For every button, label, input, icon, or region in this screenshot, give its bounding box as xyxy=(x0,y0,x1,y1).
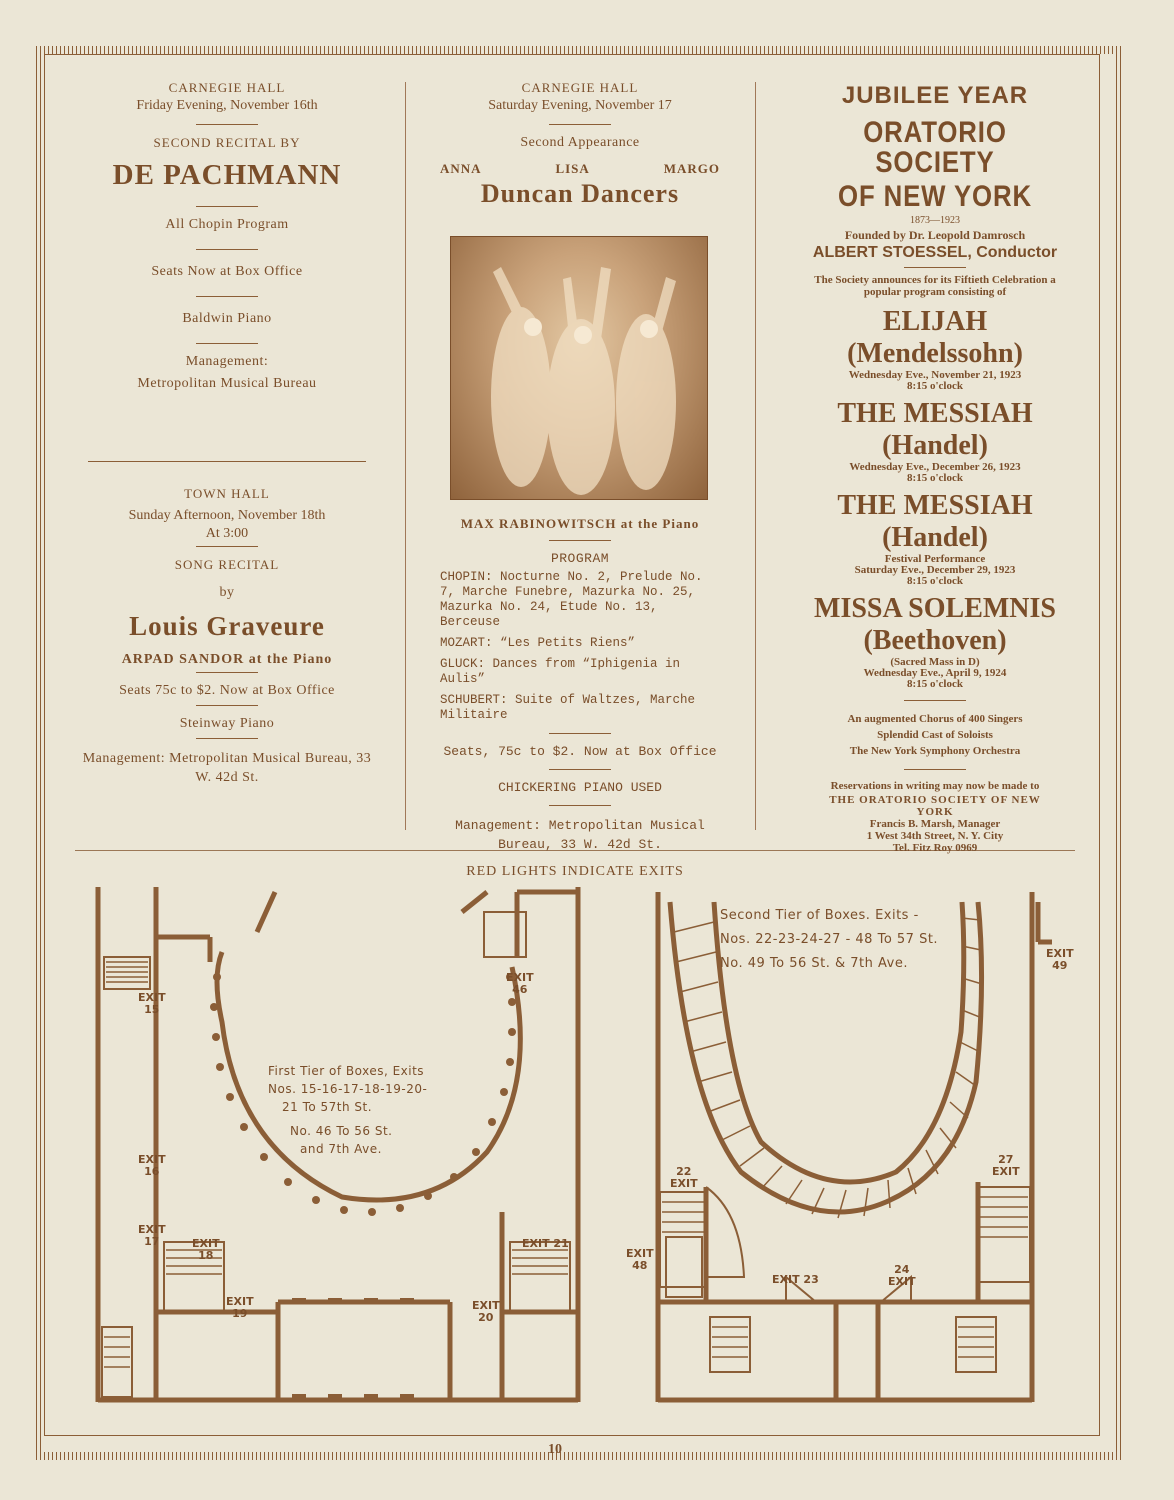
piano-credit: Baldwin Piano xyxy=(182,311,272,326)
seats-info: Seats, 75c to $2. Now at Box Office xyxy=(443,744,717,759)
column-divider-right xyxy=(755,82,756,830)
management: Management: Metropolitan Musical Bureau, 33 W. 42d St. xyxy=(82,751,372,785)
venue: TOWN HALL xyxy=(184,486,270,501)
date: Saturday Evening, November 17 xyxy=(488,98,672,113)
society-name: THE ORATORIO SOCIETY OF NEW YORK xyxy=(829,794,1041,818)
venue: CARNEGIE HALL xyxy=(168,80,286,95)
rule xyxy=(549,805,611,806)
telephone: Tel. Fitz Roy 0969 xyxy=(892,842,978,854)
program-item: MOZART: “Les Petits Riens” xyxy=(440,636,636,650)
address: 1 West 34th Street, N. Y. City xyxy=(866,830,1004,842)
column-divider-left xyxy=(405,82,406,830)
ad-separator xyxy=(88,461,366,462)
dancer-name: MARGO xyxy=(663,161,720,176)
artist-name: DE PACHMANN xyxy=(112,159,342,191)
first-tier-floorplan xyxy=(92,882,592,1412)
exit-49-label: EXIT 49 xyxy=(1046,947,1074,972)
work-title: MISSA SOLEMNIS xyxy=(814,593,1056,624)
caption-line: Nos. 22-23-24-27 - 48 To 57 St. xyxy=(720,932,939,947)
work-composer: (Handel) xyxy=(882,522,988,553)
heading: SECOND RECITAL BY xyxy=(153,135,301,150)
piano-credit: CHICKERING PIANO USED xyxy=(498,780,662,795)
work xyxy=(790,400,1080,484)
work-date: Saturday Eve., December 29, 1923 xyxy=(854,564,1016,576)
management: Management: Metropolitan Musical Bureau, 33 W. 42d St. xyxy=(455,818,705,852)
artist-name: Louis Graveure xyxy=(129,611,325,641)
ad-louis-graveure xyxy=(82,486,372,787)
work-title: ELIJAH xyxy=(882,306,988,337)
rule xyxy=(904,267,966,268)
second-tier-caption xyxy=(720,904,1020,976)
seats-info: Seats Now at Box Office xyxy=(151,264,303,279)
exit-46-label: EXIT 46 xyxy=(506,971,534,996)
work-time: 8:15 o'clock xyxy=(907,472,963,484)
program-label: PROGRAM xyxy=(550,551,610,566)
management-name: Metropolitan Musical Bureau xyxy=(137,376,317,391)
work-time: 8:15 o'clock xyxy=(907,575,963,587)
reservations: Reservations in writing may now be made to xyxy=(830,780,1040,792)
work-composer: (Handel) xyxy=(882,430,988,461)
work-note: Festival Performance xyxy=(884,553,986,565)
ad-duncan-program xyxy=(440,516,720,854)
rule xyxy=(904,700,966,701)
exit-18-label: EXIT 18 xyxy=(192,1237,220,1262)
rule xyxy=(196,296,258,297)
work-time: 8:15 o'clock xyxy=(907,678,963,690)
caption-line: and 7th Ave. xyxy=(300,1142,382,1156)
chorus: An augmented Chorus of 400 Singers xyxy=(847,713,1023,725)
work-date: Wednesday Eve., December 26, 1923 xyxy=(849,461,1021,473)
rule xyxy=(904,769,966,770)
performers xyxy=(790,711,1080,759)
date: Friday Evening, November 16th xyxy=(136,98,318,113)
work-title: THE MESSIAH xyxy=(837,398,1033,429)
work-composer: (Beethoven) xyxy=(863,625,1007,656)
heading: Second Appearance xyxy=(520,135,640,150)
by-label: by xyxy=(219,585,235,600)
work-composer: (Mendelssohn) xyxy=(847,338,1023,369)
seats-info: Seats 75c to $2. Now at Box Office xyxy=(119,683,335,698)
venue: CARNEGIE HALL xyxy=(521,80,639,95)
jubilee-heading: JUBILEE YEAR xyxy=(841,82,1029,109)
orchestra: The New York Symphony Orchestra xyxy=(849,745,1021,757)
caption-line: Second Tier of Boxes. Exits - xyxy=(720,908,919,923)
years: 1873—1923 xyxy=(910,215,960,226)
exit-21-label: EXIT 21 xyxy=(522,1237,569,1250)
rule xyxy=(196,124,258,125)
exit-24-label: 24 EXIT xyxy=(888,1263,916,1288)
work-title: THE MESSIAH xyxy=(837,490,1033,521)
exit-19-label: EXIT 19 xyxy=(226,1295,254,1320)
program-item: CHOPIN: Nocturne No. 2, Prelude No. 7, Marche Funebre, Mazurka No. 25, Mazurka No. 24, Etude No. 13, Berceuse xyxy=(440,570,703,629)
rule xyxy=(196,672,258,673)
work xyxy=(790,492,1080,587)
program-item: GLUCK: Dances from “Iphigenia in Aulis” xyxy=(440,657,681,686)
caption-line: No. 46 To 56 St. xyxy=(290,1124,393,1138)
rule xyxy=(196,738,258,739)
management-label: Management: xyxy=(185,354,269,369)
dancer-name: ANNA xyxy=(440,161,482,176)
ad-duncan-dancers xyxy=(440,80,720,209)
dancer-name: LISA xyxy=(555,161,590,176)
caption-line: First Tier of Boxes, Exits xyxy=(268,1064,425,1078)
rule xyxy=(549,769,611,770)
work-date: Wednesday Eve., November 21, 1923 xyxy=(848,369,1022,381)
rule xyxy=(196,546,258,547)
program-item: SCHUBERT: Suite of Waltzes, Marche Militaire xyxy=(440,693,696,722)
founded: Founded by Dr. Leopold Damrosch xyxy=(844,228,1026,242)
rule xyxy=(549,124,611,125)
program-list xyxy=(440,570,720,723)
accompanist: ARPAD SANDOR at the Piano xyxy=(121,652,333,667)
exit-17-label: EXIT 17 xyxy=(138,1223,166,1248)
society-title: OF NEW YORK xyxy=(838,180,1032,213)
caption-line: No. 49 To 56 St. & 7th Ave. xyxy=(720,956,908,971)
work-note: (Sacred Mass in D) xyxy=(890,656,980,668)
dancers-photo xyxy=(450,236,708,500)
artist-name: Duncan Dancers xyxy=(480,179,680,208)
accompanist: MAX RABINOWITSCH at the Piano xyxy=(460,516,700,531)
exit-16-label: EXIT 16 xyxy=(138,1153,166,1178)
first-tier-caption xyxy=(268,1062,468,1158)
announcement: The Society announces for its Fiftieth Celebration a popular program consisting of xyxy=(814,274,1056,298)
second-tier-floorplan xyxy=(626,882,1086,1412)
floorplans-heading: RED LIGHTS INDICATE EXITS xyxy=(466,864,684,879)
exit-48-label: EXIT 48 xyxy=(626,1247,654,1272)
piano-credit: Steinway Piano xyxy=(179,716,275,731)
exit-22-label: 22 EXIT xyxy=(670,1165,698,1190)
exit-23-label: EXIT 23 xyxy=(772,1273,819,1286)
conductor: ALBERT STOESSEL, Conductor xyxy=(812,244,1058,261)
heading: SONG RECITAL xyxy=(174,557,280,572)
work xyxy=(790,595,1080,690)
exit-20-label: EXIT 20 xyxy=(472,1299,500,1324)
date: Sunday Afternoon, November 18th xyxy=(128,508,326,523)
exit-27-label: 27 EXIT xyxy=(992,1153,1020,1178)
rule xyxy=(196,705,258,706)
manager: Francis B. Marsh, Manager xyxy=(869,818,1001,830)
rule xyxy=(549,540,611,541)
ad-oratorio-society xyxy=(790,84,1080,854)
program-note: All Chopin Program xyxy=(165,217,289,232)
caption-line: Nos. 15-16-17-18-19-20- xyxy=(268,1082,428,1096)
work-date: Wednesday Eve., April 9, 1924 xyxy=(863,667,1007,679)
rule xyxy=(196,249,258,250)
ad-de-pachmann xyxy=(88,80,366,392)
rule xyxy=(196,206,258,207)
dancer-names xyxy=(440,161,720,177)
time: At 3:00 xyxy=(205,526,249,541)
soloists: Splendid Cast of Soloists xyxy=(877,729,993,741)
exit-15-label: EXIT 15 xyxy=(138,991,166,1016)
society-title: ORATORIO SOCIETY xyxy=(863,116,1007,179)
work-time: 8:15 o'clock xyxy=(907,380,963,392)
rule xyxy=(196,343,258,344)
page-number: 10 xyxy=(548,1442,562,1457)
rule xyxy=(549,733,611,734)
caption-line: 21 To 57th St. xyxy=(282,1100,373,1114)
work xyxy=(790,308,1080,392)
